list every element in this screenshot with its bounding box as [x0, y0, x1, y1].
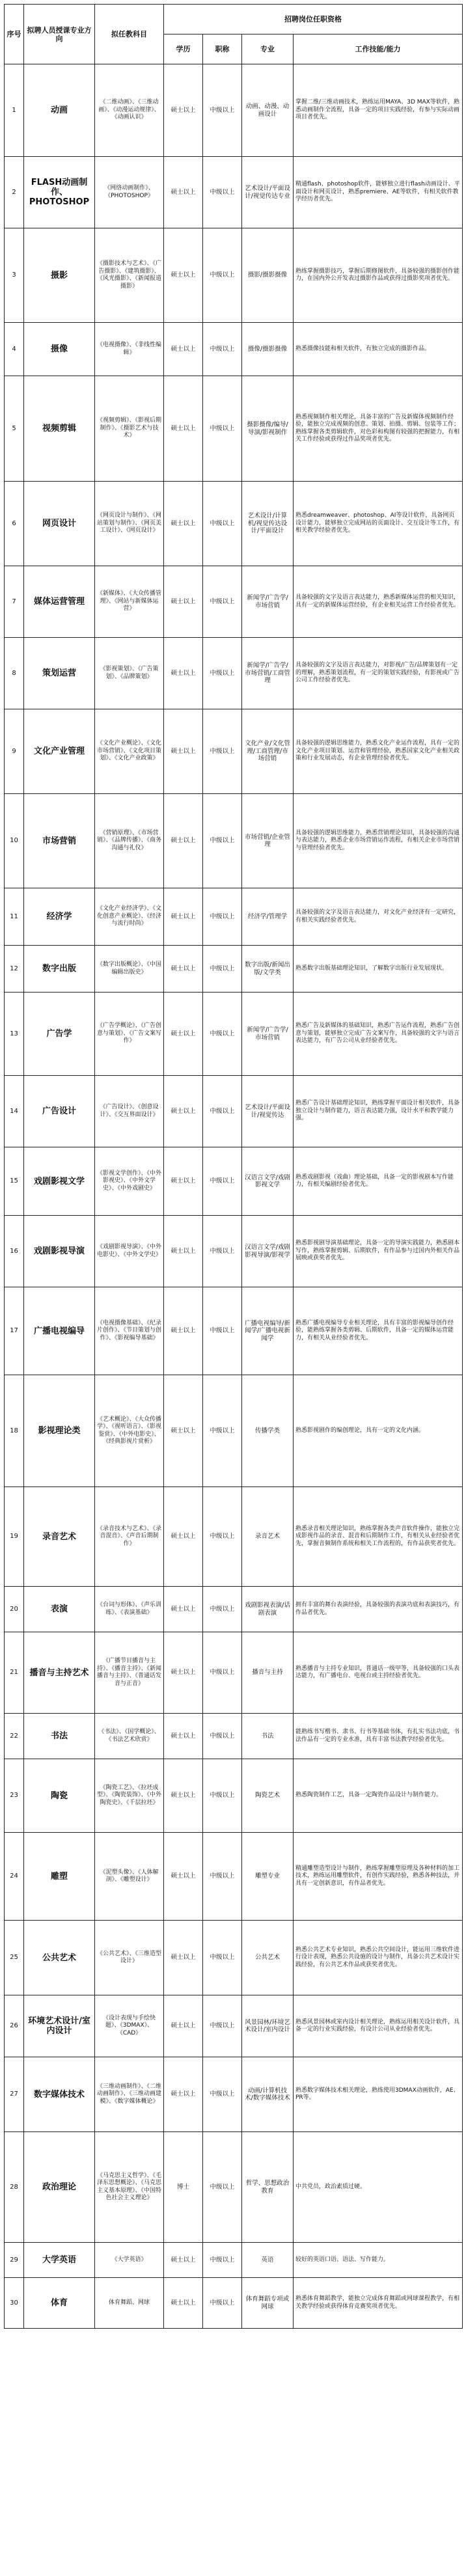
major-name: 数字媒体技术 — [24, 2057, 95, 2132]
specialty-cell: 新闻学/广告学/市场营销 — [242, 566, 294, 638]
skills-cell: 熟悉视频制作相关理论，具备丰富的广告及新媒体视频制作经验，能独立完成视频的创意、策划、拍摄、剪辑、包装等工作；熟练掌握各类剪辑软件，对色彩和构图有较强的把握能力，有相关工作经验或获得过作品奖项者优先。 — [294, 376, 463, 482]
title-cell: 中级以上 — [203, 1995, 242, 2057]
major-name: 公共艺术 — [24, 1921, 95, 1995]
title-cell: 中级以上 — [203, 946, 242, 993]
specialty-cell: 播音与主持 — [242, 1632, 294, 1714]
specialty-cell: 录音艺术 — [242, 1487, 294, 1587]
specialty-cell: 汉语言文学/戏剧影视文学 — [242, 1147, 294, 1216]
specialty-cell: 戏剧影视表演/话剧表演 — [242, 1587, 294, 1632]
major-name: 广告学 — [24, 993, 95, 1076]
degree-cell: 硕士以上 — [164, 1714, 203, 1759]
table-row — [5, 993, 463, 1076]
textbook-cell: 《影视文学创作》、《中外影视史》、《中外文学史》、《中外戏剧史》 — [95, 1147, 164, 1216]
row-number: 11 — [5, 888, 24, 946]
specialty-cell: 摄像/摄影摄像 — [242, 323, 294, 376]
title-cell: 中级以上 — [203, 228, 242, 323]
degree-cell: 硕士以上 — [164, 64, 203, 157]
textbook-cell: 《电视摄像》、《非线性编辑》 — [95, 323, 164, 376]
textbook-cell: 《泥塑头像》、《人体解剖》、《雕塑设计》 — [95, 1833, 164, 1921]
major-name: 雕塑 — [24, 1833, 95, 1921]
skills-cell: 熟悉戏剧影视（戏曲）理论基础，具备一定的影视剧本写作能力，有相关编剧经验者优先。 — [294, 1147, 463, 1216]
degree-cell: 硕士以上 — [164, 1375, 203, 1487]
title-cell: 中级以上 — [203, 2243, 242, 2278]
textbook-cell: 《三维动画制作》、《二维动画制作》、《三维动画建模》、《数字媒体概论》 — [95, 2057, 164, 2132]
table-row — [5, 946, 463, 993]
header-major: 拟聘人员授课专业方向 — [24, 5, 95, 64]
degree-cell: 硕士以上 — [164, 482, 203, 566]
degree-cell: 硕士以上 — [164, 323, 203, 376]
row-number: 12 — [5, 946, 24, 993]
textbook-cell: 《大学英语》 — [95, 2243, 164, 2278]
title-cell: 中级以上 — [203, 888, 242, 946]
degree-cell: 硕士以上 — [164, 946, 203, 993]
specialty-cell: 汉语言文学/戏剧影视导演/影视学 — [242, 1216, 294, 1287]
title-cell: 中级以上 — [203, 482, 242, 566]
skills-cell: 熟悉影视剧导演基础理论，具备一定的导演实践能力，熟悉剧本写作，熟练掌握剪辑、后期软件，有作品参与过国内外相关作品展映或获奖者优先。 — [294, 1216, 463, 1287]
table-row — [5, 64, 463, 157]
textbook-cell: 《广告学概论》、《广告创意与策划》、《广告文案写作》 — [95, 993, 164, 1076]
textbook-cell: 《影视策划》、《广告策划》、《品牌策划》 — [95, 638, 164, 709]
title-cell: 中级以上 — [203, 993, 242, 1076]
row-number: 16 — [5, 1216, 24, 1287]
skills-cell: 能熟练书写楷书、隶书、行书等基础书体，有扎实书法功底，书法作品有一定的专业水准，具有丰富书法教学经验者优先。 — [294, 1714, 463, 1759]
table-row — [5, 1487, 463, 1587]
row-number: 29 — [5, 2243, 24, 2278]
specialty-cell: 摄影/摄影摄像 — [242, 228, 294, 323]
table-row — [5, 1995, 463, 2057]
specialty-cell: 市场营销/企业管理 — [242, 794, 294, 888]
title-cell: 中级以上 — [203, 2057, 242, 2132]
row-number: 8 — [5, 638, 24, 709]
row-number: 10 — [5, 794, 24, 888]
row-number: 17 — [5, 1287, 24, 1375]
textbook-cell: 《陶瓷工艺》、《拉坯成型》、《陶瓷装饰》、《中外陶瓷史》、《千层拉坯》 — [95, 1759, 164, 1833]
row-number: 15 — [5, 1147, 24, 1216]
degree-cell: 硕士以上 — [164, 2278, 203, 2329]
textbook-cell: 《新媒体》、《大众传播管理》、《网站与新媒体运营》 — [95, 566, 164, 638]
skills-cell: 熟悉摄像技能和相关软件，有独立完成的摄影作品。 — [294, 323, 463, 376]
textbook-cell: 《戏剧影视导演》、《中外电影史》、《中外文学史》 — [95, 1216, 164, 1287]
textbook-cell: 《摄影技术与艺术》、《广告摄影》、《建筑摄影》、《风光摄影》、《新闻报道摄影》 — [95, 228, 164, 323]
textbook-cell: 《视频剪辑》、《影视后期制作》、《摄影艺术与技术》 — [95, 376, 164, 482]
degree-cell: 硕士以上 — [164, 1587, 203, 1632]
specialty-cell: 摄影摄像/编导/导演/影视制作 — [242, 376, 294, 482]
major-name: 广告设计 — [24, 1076, 95, 1147]
row-number: 30 — [5, 2278, 24, 2329]
table-row — [5, 2057, 463, 2132]
title-cell: 中级以上 — [203, 1632, 242, 1714]
table-row — [5, 1632, 463, 1714]
title-cell: 中级以上 — [203, 638, 242, 709]
textbook-cell: 《公共艺术》、《三维造型设计》 — [95, 1921, 164, 1995]
major-name: 摄像 — [24, 323, 95, 376]
degree-cell: 硕士以上 — [164, 2243, 203, 2278]
specialty-cell: 英语 — [242, 2243, 294, 2278]
skills-cell: 熟悉广播电视编导专业相关理论，具有丰富的影视编导创作经验，能熟练掌握各类剪辑、后期软件，具备一定的媒体运营能力，有相关从业经验者优先。 — [294, 1287, 463, 1375]
skills-cell: 具备较强的文字及语言表达能力，对文化产业经济有一定研究，有相关实践经验者优先。 — [294, 888, 463, 946]
major-name: 动画 — [24, 64, 95, 157]
title-cell: 中级以上 — [203, 1921, 242, 1995]
table-row — [5, 888, 463, 946]
textbook-cell: 《广告设计》、《创意设计》、《交互界面设计》 — [95, 1076, 164, 1147]
textbook-cell: 《网页设计与制作》、《网站策划与制作》、《网页美工设计》、《网页设计》 — [95, 482, 164, 566]
table-row — [5, 2132, 463, 2243]
textbook-cell: 《营销原理》、《市场营销》、《品牌传播》、《商务沟通与礼仪》 — [95, 794, 164, 888]
degree-cell: 硕士以上 — [164, 1216, 203, 1287]
specialty-cell: 文化产业/文化管理/工商管理/市场营销 — [242, 709, 294, 794]
table-row — [5, 1076, 463, 1147]
row-number: 6 — [5, 482, 24, 566]
specialty-cell: 雕塑专业 — [242, 1833, 294, 1921]
title-cell: 中级以上 — [203, 1375, 242, 1487]
major-name: FLASH动画制作、PHOTOSHOP — [24, 157, 95, 228]
title-cell: 中级以上 — [203, 1287, 242, 1375]
table-row — [5, 1147, 463, 1216]
row-number: 19 — [5, 1487, 24, 1587]
degree-cell: 硕士以上 — [164, 1076, 203, 1147]
degree-cell: 硕士以上 — [164, 794, 203, 888]
header-specialty: 专业 — [242, 34, 294, 64]
major-name: 环境艺术设计/室内设计 — [24, 1995, 95, 2057]
major-name: 录音艺术 — [24, 1487, 95, 1587]
title-cell: 中级以上 — [203, 376, 242, 482]
table-body — [5, 64, 463, 2329]
major-name: 市场营销 — [24, 794, 95, 888]
table-row — [5, 323, 463, 376]
row-number: 22 — [5, 1714, 24, 1759]
skills-cell: 中共党员，政治素质过硬。 — [294, 2132, 463, 2243]
table-row — [5, 638, 463, 709]
skills-cell: 熟悉播音与主持专业知识，普通话一级甲等，具备较强的口头表达能力，有广播电台、电视台或主持经验者优先。 — [294, 1632, 463, 1714]
table-row — [5, 482, 463, 566]
skills-cell: 熟悉影视剧作的编创理论，具有一定的文化内涵。 — [294, 1375, 463, 1487]
skills-cell: 具备较强的逻辑思维能力，熟悉营销理论知识，具备较强的沟通与表达能力，熟悉企业市场营销运作流程，有相关企业市场营销与管理经验者优先。 — [294, 794, 463, 888]
skills-cell: 精通雕塑造型设计与制作，熟练掌握雕塑原理及各种材料的加工技术，熟练运用雕塑软件，有创作实践经验，熟悉各种技法，并具有一定创新意识，有作品者优先。 — [294, 1833, 463, 1921]
specialty-cell: 数字出版/新闻出版/文学类 — [242, 946, 294, 993]
row-number: 1 — [5, 64, 24, 157]
recruitment-table — [4, 4, 463, 2329]
degree-cell: 硕士以上 — [164, 1287, 203, 1375]
header-no: 序号 — [5, 5, 24, 64]
specialty-cell: 风景园林/环境艺术设计/室内设计 — [242, 1995, 294, 2057]
header-degree: 学历 — [164, 34, 203, 64]
title-cell: 中级以上 — [203, 2278, 242, 2329]
specialty-cell: 动画、动漫、动画设计 — [242, 64, 294, 157]
header-textbook: 拟任教科目 — [95, 5, 164, 64]
title-cell: 中级以上 — [203, 1587, 242, 1632]
row-number: 14 — [5, 1076, 24, 1147]
specialty-cell: 艺术设计/计算机/视觉传达设计/平面设计 — [242, 482, 294, 566]
skills-cell: 熟悉体育舞蹈教学，能独立完成体育舞蹈或网球课程教学，有相关教学经验或获得体育竞赛奖项者优先。 — [294, 2278, 463, 2329]
row-number: 4 — [5, 323, 24, 376]
textbook-cell: 《电视摄像基础》、《纪录片创作》、《节目策划与创作》、《影视编导基础》 — [95, 1287, 164, 1375]
title-cell: 中级以上 — [203, 1759, 242, 1833]
row-number: 13 — [5, 993, 24, 1076]
title-cell: 中级以上 — [203, 1147, 242, 1216]
skills-cell: 熟练掌握摄影技巧，掌握后期修图软件，具备较强的摄影创作能力，在国内外公开发表过摄影作品或获得过摄影奖项者优先。 — [294, 228, 463, 323]
degree-cell: 硕士以上 — [164, 1995, 203, 2057]
specialty-cell: 传播学类 — [242, 1375, 294, 1487]
skills-cell: 熟悉录音相关理论知识，熟练掌握各类声音软件操作，能独立完成影视作品的录音、混音和后期制作工作，有相关从业经验者优先，掌握音频制作系统和相关工作流程的，有作品获奖者优先。 — [294, 1487, 463, 1587]
major-name: 影视理论类 — [24, 1375, 95, 1487]
skills-cell: 精通flash、photoshop软件，能够独立进行flash动画设计、平面设计和网页设计，熟悉premiere、AE等软件，有相关软件教学经历者优先。 — [294, 157, 463, 228]
skills-cell: 具备较强的文字及语言表达能力，对影视/广告/品牌策划有一定的理解，熟悉策划流程，有一定的策划实践经验，有影视或广告公司工作经验者优先。 — [294, 638, 463, 709]
specialty-cell: 艺术设计/平面设计/视觉传达专业 — [242, 157, 294, 228]
major-name: 网页设计 — [24, 482, 95, 566]
specialty-cell: 经济学/管理学 — [242, 888, 294, 946]
skills-cell: 具备较强的文字及语言表达能力，熟悉新媒体运营的相关知识，具有一定的新媒体运营经验，有企业相关运营工作经验者优先。 — [294, 566, 463, 638]
major-name: 文化产业管理 — [24, 709, 95, 794]
row-number: 7 — [5, 566, 24, 638]
row-number: 25 — [5, 1921, 24, 1995]
skills-cell: 熟悉公共艺术专业知识，熟悉公共空间设计，能运用三维软件进行设计表现，熟悉公共设施的设计与制作，具备公共艺术设计实践经验，有公共艺术作品或获奖者优先。 — [294, 1921, 463, 1995]
specialty-cell: 陶瓷艺术 — [242, 1759, 294, 1833]
textbook-cell: 《数字出版概论》、《中国编辑出版史》 — [95, 946, 164, 993]
row-number: 3 — [5, 228, 24, 323]
table-row — [5, 1921, 463, 1995]
specialty-cell: 哲学、思想政治教育 — [242, 2132, 294, 2243]
degree-cell: 硕士以上 — [164, 1833, 203, 1921]
major-name: 播音与主持艺术 — [24, 1632, 95, 1714]
major-name: 摄影 — [24, 228, 95, 323]
major-name: 陶瓷 — [24, 1759, 95, 1833]
textbook-cell: 《文化产业概论》、《文化市场营销》、《文化项目策划》、《文化产业政策》 — [95, 709, 164, 794]
degree-cell: 博士 — [164, 2132, 203, 2243]
title-cell: 中级以上 — [203, 794, 242, 888]
degree-cell: 硕士以上 — [164, 1759, 203, 1833]
textbook-cell: 《艺术概论》、《大众传播学》、《视听语言》、《影视鉴赏》、《中外电影史》、《经典影视片赏析》 — [95, 1375, 164, 1487]
textbook-cell: 《书法》、《国学概论》、《书法艺术欣赏》 — [95, 1714, 164, 1759]
major-name: 数字出版 — [24, 946, 95, 993]
degree-cell: 硕士以上 — [164, 2057, 203, 2132]
header-skills: 工作技能/能力 — [294, 34, 463, 64]
row-number: 23 — [5, 1759, 24, 1833]
degree-cell: 硕士以上 — [164, 1632, 203, 1714]
degree-cell: 硕士以上 — [164, 157, 203, 228]
textbook-cell: 体育舞蹈、网球 — [95, 2278, 164, 2329]
skills-cell: 熟悉dreamweaver、photoshop、AI等设计软件，具备网页设计能力，能够独立完成网站的页面设计、交互设计等工作，有相关教学经验者优先。 — [294, 482, 463, 566]
specialty-cell: 新闻学/广告学/市场营销/工商管理 — [242, 638, 294, 709]
table-row — [5, 1714, 463, 1759]
specialty-cell: 广播电视编导/新闻学/广播电视新闻学 — [242, 1287, 294, 1375]
major-name: 媒体运营管理 — [24, 566, 95, 638]
table-row — [5, 1759, 463, 1833]
major-name: 体育 — [24, 2278, 95, 2329]
textbook-cell: 《网络动画制作》、《PHOTOSHOP》 — [95, 157, 164, 228]
textbook-cell: 《马克思主义哲学》、《毛泽东思想概论》、《马克思主义基本原理》、《中国特色社会主义理论》 — [95, 2132, 164, 2243]
skills-cell: 较好的英语口语、语法、写作能力。 — [294, 2243, 463, 2278]
textbook-cell: 《台词与形体》、《声乐训练》、《表演基础》 — [95, 1587, 164, 1632]
table-row — [5, 157, 463, 228]
degree-cell: 硕士以上 — [164, 1487, 203, 1587]
degree-cell: 硕士以上 — [164, 1921, 203, 1995]
title-cell: 中级以上 — [203, 566, 242, 638]
table-row — [5, 794, 463, 888]
skills-cell: 熟悉广告及新媒体的基础知识，熟悉广告运作流程，熟悉广告创意与策划，能够独立完成广告文案写作，具备较强的文字与语言表达能力，有广告公司从业经验者优先。 — [294, 993, 463, 1076]
degree-cell: 硕士以上 — [164, 888, 203, 946]
table-row — [5, 1587, 463, 1632]
table-row — [5, 376, 463, 482]
degree-cell: 硕士以上 — [164, 993, 203, 1076]
major-name: 策划运营 — [24, 638, 95, 709]
header-qualifications: 招聘岗位任职资格 — [164, 5, 463, 34]
major-name: 戏剧影视导演 — [24, 1216, 95, 1287]
major-name: 戏剧影视文学 — [24, 1147, 95, 1216]
degree-cell: 硕士以上 — [164, 566, 203, 638]
specialty-cell: 公共艺术 — [242, 1921, 294, 1995]
skills-cell: 熟悉数字出版基础理论知识，了解数字出版行业发展现状。 — [294, 946, 463, 993]
row-number: 20 — [5, 1587, 24, 1632]
row-number: 18 — [5, 1375, 24, 1487]
title-cell: 中级以上 — [203, 323, 242, 376]
row-number: 2 — [5, 157, 24, 228]
row-number: 9 — [5, 709, 24, 794]
specialty-cell: 体育舞蹈专项或网球 — [242, 2278, 294, 2329]
degree-cell: 硕士以上 — [164, 376, 203, 482]
skills-cell: 熟悉数字媒体技术相关理论，熟练使用3DMAX动画软件，AE、PR等。 — [294, 2057, 463, 2132]
major-name: 视频剪辑 — [24, 376, 95, 482]
row-number: 5 — [5, 376, 24, 482]
major-name: 书法 — [24, 1714, 95, 1759]
table-row — [5, 228, 463, 323]
degree-cell: 硕士以上 — [164, 709, 203, 794]
row-number: 28 — [5, 2132, 24, 2243]
title-cell: 中级以上 — [203, 1714, 242, 1759]
table-row — [5, 1833, 463, 1921]
specialty-cell: 新闻学/广告学/市场营销 — [242, 993, 294, 1076]
skills-cell: 掌握二维/三维动画技术，熟练运用MAYA、3D MAX等软件，熟悉动画制作全流程，具备一定的项目实践经验，有参与实际动画项目者优先。 — [294, 64, 463, 157]
title-cell: 中级以上 — [203, 1833, 242, 1921]
major-name: 表演 — [24, 1587, 95, 1632]
degree-cell: 硕士以上 — [164, 638, 203, 709]
major-name: 大学英语 — [24, 2243, 95, 2278]
row-number: 27 — [5, 2057, 24, 2132]
textbook-cell: 《二维动画》、《三维动画》、《动漫运动规律》、《动画认识》 — [95, 64, 164, 157]
row-number: 21 — [5, 1632, 24, 1714]
specialty-cell: 书法 — [242, 1714, 294, 1759]
row-number: 26 — [5, 1995, 24, 2057]
degree-cell: 硕士以上 — [164, 1147, 203, 1216]
table-row — [5, 1375, 463, 1487]
textbook-cell: 《广播节目播音与主持》、《播音主持》、《新闻播音与主持》、《普通话发音与正音》 — [95, 1632, 164, 1714]
skills-cell: 熟悉风景园林或室内设计相关理论，熟练运用相关设计软件，具备一定的行业实践经验，有设计公司从业经验者优先。 — [294, 1995, 463, 2057]
major-name: 经济学 — [24, 888, 95, 946]
specialty-cell: 艺术设计/平面设计/视觉传达 — [242, 1076, 294, 1147]
header-title: 职称 — [203, 34, 242, 64]
textbook-cell: 《录音技术与艺术》、《录音混音》、《声音后期制作》 — [95, 1487, 164, 1587]
table-row — [5, 566, 463, 638]
title-cell: 中级以上 — [203, 1076, 242, 1147]
skills-cell: 熟悉陶瓷制作工艺，具备一定陶瓷作品设计与制作能力。 — [294, 1759, 463, 1833]
skills-cell: 熟悉广告设计基础理论知识，熟练掌握平面设计相关软件，具备独立设计与制作能力，语言表达能力强，设计水平和教学能力强。 — [294, 1076, 463, 1147]
title-cell: 中级以上 — [203, 1487, 242, 1587]
textbook-cell: 《设计表现与手绘快题》、《3DMAX》、《CAD》 — [95, 1995, 164, 2057]
table-row — [5, 2243, 463, 2278]
title-cell: 中级以上 — [203, 709, 242, 794]
table-row — [5, 709, 463, 794]
title-cell: 中级以上 — [203, 1216, 242, 1287]
skills-cell: 拥有丰富的舞台表演经验，具备较强的表演功底和表演技巧，有作品者优先。 — [294, 1587, 463, 1632]
textbook-cell: 《文化产业经济学》、《文化创意产业概论》、《经济与流行时尚》 — [95, 888, 164, 946]
row-number: 24 — [5, 1833, 24, 1921]
title-cell: 中级以上 — [203, 2132, 242, 2243]
degree-cell: 硕士以上 — [164, 228, 203, 323]
table-row — [5, 1216, 463, 1287]
table-row — [5, 2278, 463, 2329]
title-cell: 中级以上 — [203, 64, 242, 157]
major-name: 广播电视编导 — [24, 1287, 95, 1375]
major-name: 政治理论 — [24, 2132, 95, 2243]
skills-cell: 具备较强的逻辑思维能力，熟悉文化产业运作流程，具有一定的文化产业项目策划、运营和管理经验，熟悉国家文化产业相关政策和行业发展动态，有企业管理经验者优先。 — [294, 709, 463, 794]
table-row — [5, 1287, 463, 1375]
title-cell: 中级以上 — [203, 157, 242, 228]
specialty-cell: 动画/计算机技术/数字媒体技术 — [242, 2057, 294, 2132]
